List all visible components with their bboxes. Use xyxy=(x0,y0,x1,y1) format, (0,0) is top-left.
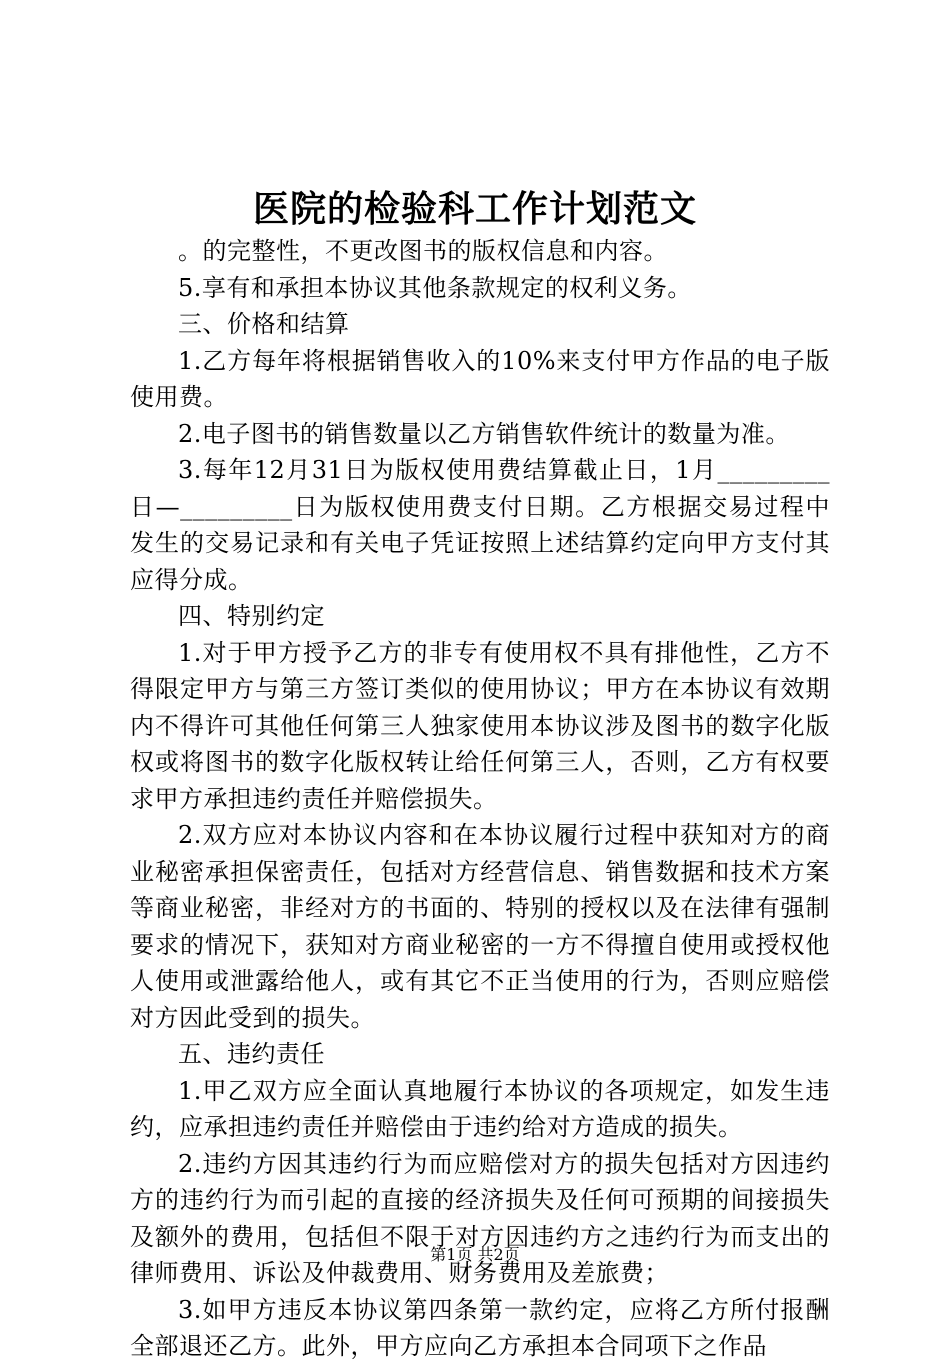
paragraph: 3.每年12月31日为版权使用费结算截止日，1月_________日—_________日为版权使用费支付日期。乙方根据交易过程中发生的交易记录和有关电子凭证按照上述结算约定向甲方支付其应得分成。 xyxy=(130,456,830,594)
section-heading: 四、特别约定 xyxy=(178,602,325,630)
page-footer: 第1页 共2页 xyxy=(430,1245,520,1264)
paragraph: 1.乙方每年将根据销售收入的10%来支付甲方作品的电子版使用费。 xyxy=(130,346,830,411)
paragraph: 2.违约方因其违约行为而应赔偿对方的损失包括对方因违约方的违约行为而引起的直接的经济损失及任何可预期的间接损失及额外的费用，包括但不限于对方因违约方之违约行为而支出的律师费用、诉讼及仲裁费用、财务费用及差旅费； xyxy=(130,1149,830,1287)
paragraph: 5.享有和承担本协议其他条款规定的权利义务。 xyxy=(178,273,692,302)
paragraph: 2.电子图书的销售数量以乙方销售软件统计的数量为准。 xyxy=(178,419,790,448)
section-heading: 三、价格和结算 xyxy=(178,310,350,338)
document-title: 医院的检验科工作计划范文 xyxy=(252,188,697,230)
section-heading: 五、违约责任 xyxy=(178,1040,325,1068)
paragraph: 3.如甲方违反本协议第四条第一款约定，应将乙方所付报酬全部退还乙方。此外，甲方应向乙方承担本合同项下之作品 xyxy=(130,1295,830,1360)
paragraph: 。的完整性，不更改图书的版权信息和内容。 xyxy=(178,237,668,265)
document-body xyxy=(130,233,830,1365)
paragraph: 1.对于甲方授予乙方的非专有使用权不具有排他性，乙方不得限定甲方与第三方签订类似的使用协议；甲方在本协议有效期内不得许可其他任何第三人独家使用本协议涉及图书的数字化版权或将图书的数字化版权转让给任何第三人，否则，乙方有权要求甲方承担违约责任并赔偿损失。 xyxy=(130,638,830,813)
paragraph: 1.甲乙双方应全面认真地履行本协议的各项规定，如发生违约，应承担违约责任并赔偿由于违约给对方造成的损失。 xyxy=(130,1076,830,1141)
paragraph: 2.双方应对本协议内容和在本协议履行过程中获知对方的商业秘密承担保密责任，包括对方经营信息、销售数据和技术方案等商业秘密，非经对方的书面的、特别的授权以及在法律有强制要求的情况下，获知对方商业秘密的一方不得擅自使用或授权他人使用或泄露给他人，或有其它不正当使用的行为，否则应赔偿对方因此受到的损失。 xyxy=(130,821,830,1032)
